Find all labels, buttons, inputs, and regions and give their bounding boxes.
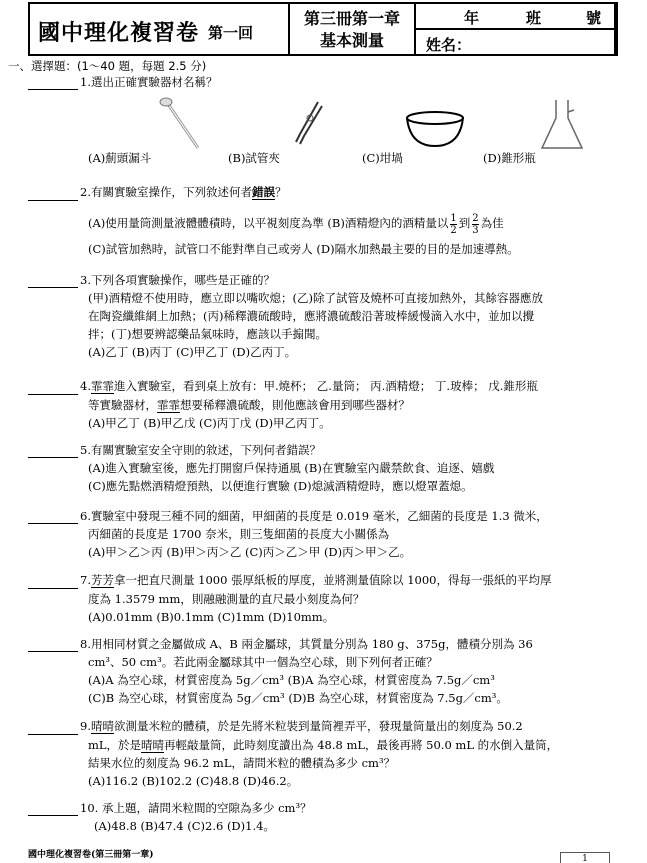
q7-name: 芳芳	[90, 573, 114, 587]
page-title: 國中理化複習卷	[38, 20, 200, 46]
q8-line2: cm³、50 cm³。若此兩金屬球其中一個為空心球，則下列何者正確？	[88, 655, 438, 669]
q1-stem: 1.選出正確實驗器材名稱？	[80, 75, 218, 89]
round-label: 第一回	[208, 24, 254, 42]
q8-line3: (A)A 為空心球，材質密度為 5g／cm³ (B)A 為空心球，材質密度為 7.5g／cm³	[88, 673, 495, 687]
q9-name: 晴晴	[90, 719, 114, 733]
q9-options: (A)116.2 (B)102.2 (C)48.8 (D)46.2。	[88, 774, 299, 788]
thistle-funnel-icon	[158, 96, 208, 154]
header-title-cell	[30, 4, 290, 54]
q4-line2b: 想要稀釋濃硫酸，則他應該會用到哪些器材？	[180, 398, 410, 412]
answer-blank-3[interactable]	[28, 275, 78, 288]
number-label: 號	[586, 9, 602, 27]
q9-line3: 結果水位的刻度為 96.2 mL，請問米粒的體積為多少 cm³？	[88, 756, 396, 770]
q4-num: 4.	[80, 379, 91, 393]
footer-label: 國中理化複習卷(第三冊第一章)	[28, 850, 154, 860]
q1-images	[88, 96, 628, 158]
question-6	[28, 508, 628, 560]
header-table	[28, 2, 618, 56]
question-5	[28, 442, 628, 494]
q5-line1: (A)進入實驗室後，應先打開窗戶保持通風 (B)在實驗室內嚴禁飲食、追逐、嬉戲	[88, 461, 495, 475]
erlenmeyer-flask-icon	[538, 98, 586, 154]
q3-stem: 3.下列各項實驗操作，哪些是正確的？	[80, 273, 275, 287]
q2-to: 到	[458, 216, 471, 230]
q2-stem: 2.有關實驗室操作，下列敘述何者	[80, 185, 252, 199]
answer-blank-10[interactable]	[28, 803, 78, 816]
question-4	[28, 378, 628, 431]
answer-blank-9[interactable]	[28, 722, 78, 735]
answer-blank-4[interactable]	[28, 382, 78, 395]
q5-line2: (C)應先點燃酒精燈預熱，以便進行實驗 (D)熄滅酒精燈時，應以燈罩蓋熄。	[88, 479, 473, 493]
q4-options: (A)甲乙丁 (B)甲乙戊 (C)丙丁戊 (D)甲乙丙丁。	[88, 416, 331, 430]
q1-option-c: (C)坩堝	[362, 151, 403, 165]
name-label: 姓名：	[426, 36, 472, 54]
question-9	[28, 718, 628, 789]
q3-line2: 在陶瓷纖維網上加熱；(丙)稀釋濃硫酸時，應將濃硫酸沿著玻棒緩慢滴入水中，並加以攪	[88, 309, 534, 323]
question-2	[28, 184, 628, 257]
q2-line2: (C)試管加熱時，試管口不能對準自己或旁人 (D)隔水加熱最主要的目的是加速導熱。	[88, 242, 519, 256]
answer-blank-7[interactable]	[28, 576, 78, 589]
q3-line3: 拌；(丁)想要辨認藥品氣味時，應該以手搧聞。	[88, 327, 327, 341]
year-label: 年	[464, 9, 480, 27]
q1-option-b: (B)試管夾	[228, 151, 280, 165]
fraction-half	[450, 213, 456, 236]
answer-blank-2[interactable]	[28, 188, 78, 201]
q10-options: (A)48.8 (B)47.4 (C)2.6 (D)1.4。	[94, 819, 275, 833]
question-3	[28, 272, 628, 360]
q7-line2: 度為 1.3579 mm，則融融測量的直尺最小刻度為何？	[88, 592, 365, 606]
q2-emphasis: 錯誤	[251, 185, 275, 199]
answer-blank-8[interactable]	[28, 639, 78, 652]
q6-stem: 6.實驗室中發現三種不同的細菌，甲細菌的長度是 0.019 毫米，乙細菌的長度是 1.3 微米，	[80, 509, 548, 523]
frac1-num: 1	[450, 212, 457, 224]
q9-line2b: 再輕敲量筒，此時刻度讀出為 48.8 mL，最後再將 50.0 mL 的水倒入量筒，	[164, 738, 559, 752]
class-row	[416, 4, 614, 30]
tongs-icon	[288, 98, 328, 146]
q7-num: 7.	[80, 573, 91, 587]
chapter-cell	[290, 4, 416, 54]
q7-stem: 拿一把直尺測量 1000 張厚紙板的厚度，並將測量值除以 1000，得每一張紙的平均厚	[113, 573, 552, 587]
fraction-two-thirds	[472, 213, 478, 236]
chapter-label: 第三冊第一章	[303, 9, 400, 28]
crucible-icon	[404, 110, 466, 150]
frac2-num: 2	[472, 212, 479, 224]
answer-blank-5[interactable]	[28, 445, 78, 458]
q4-name2: 霏霏	[157, 398, 180, 412]
class-label: 班	[526, 9, 542, 27]
topic-label: 基本測量	[319, 31, 384, 50]
student-info-cell	[416, 4, 616, 54]
q9-name2: 晴晴	[141, 738, 165, 752]
q9-num: 9.	[80, 719, 91, 733]
q2-stem-end: ？	[274, 185, 287, 199]
q7-options: (A)0.01mm (B)0.1mm (C)1mm (D)10mm。	[88, 610, 335, 624]
q2-line1-end: 為佳	[480, 216, 504, 230]
q2-line1: (A)使用量筒測量液體體積時，以平視刻度為準 (B)酒精燈內的酒精量以	[88, 216, 449, 230]
q9-line2a: mL，於是	[88, 738, 142, 752]
page-number: 1	[560, 852, 610, 863]
q4-line2a: 等實驗器材，	[88, 398, 157, 412]
q4-name: 霏霏	[90, 379, 114, 393]
q8-line4: (C)B 為空心球，材質密度為 5g／cm³ (D)B 為空心球，材質密度為 7.5g／cm³。	[88, 691, 508, 705]
question-10	[28, 800, 628, 834]
q4-stem: 進入實驗室，看到桌上放有：甲.燒杯； 乙.量筒； 丙.酒精燈； 丁.玻棒； 戊.錐形瓶	[113, 379, 538, 393]
q6-options: (A)甲＞乙＞丙 (B)甲＞丙＞乙 (C)丙＞乙＞甲 (D)丙＞甲＞乙。	[88, 545, 412, 559]
q3-line1: (甲)酒精燈不使用時，應立即以嘴吹熄；(乙)除了試管及燒杯可直接加熱外，其餘容器應放	[88, 291, 543, 305]
q9-stem: 欲測量米粒的體積，於是先將米粒裝到量筒裡弄平，發現量筒量出的刻度為 50.2	[113, 719, 523, 733]
question-7	[28, 572, 628, 625]
q10-stem: 10. 承上題，請問米粒間的空隙為多少 cm³？	[80, 801, 312, 815]
answer-blank-6[interactable]	[28, 511, 78, 524]
frac1-den: 2	[450, 224, 457, 236]
q5-stem: 5.有關實驗室安全守則的敘述，下列何者錯誤？	[80, 443, 321, 457]
q1-option-a: (A)薊頭漏斗	[88, 151, 152, 165]
question-1	[28, 74, 628, 90]
answer-blank-1[interactable]	[28, 77, 78, 90]
frac2-den: 3	[472, 224, 479, 236]
section-heading: 一、選擇題：(1～40 題，每題 2.5 分)	[8, 59, 207, 73]
q8-stem: 8.用相同材質之金屬做成 A、B 兩金屬球，其質量分別為 180 g、375g，體積分別為 36	[80, 637, 533, 651]
q3-options: (A)乙丁 (B)丙丁 (C)甲乙丁 (D)乙丙丁。	[88, 345, 297, 359]
q6-line2: 丙細菌的長度是 1700 奈米，則三隻細菌的長度大小關係為	[88, 527, 390, 541]
q1-option-d: (D)錐形瓶	[483, 151, 536, 165]
question-8	[28, 636, 628, 706]
